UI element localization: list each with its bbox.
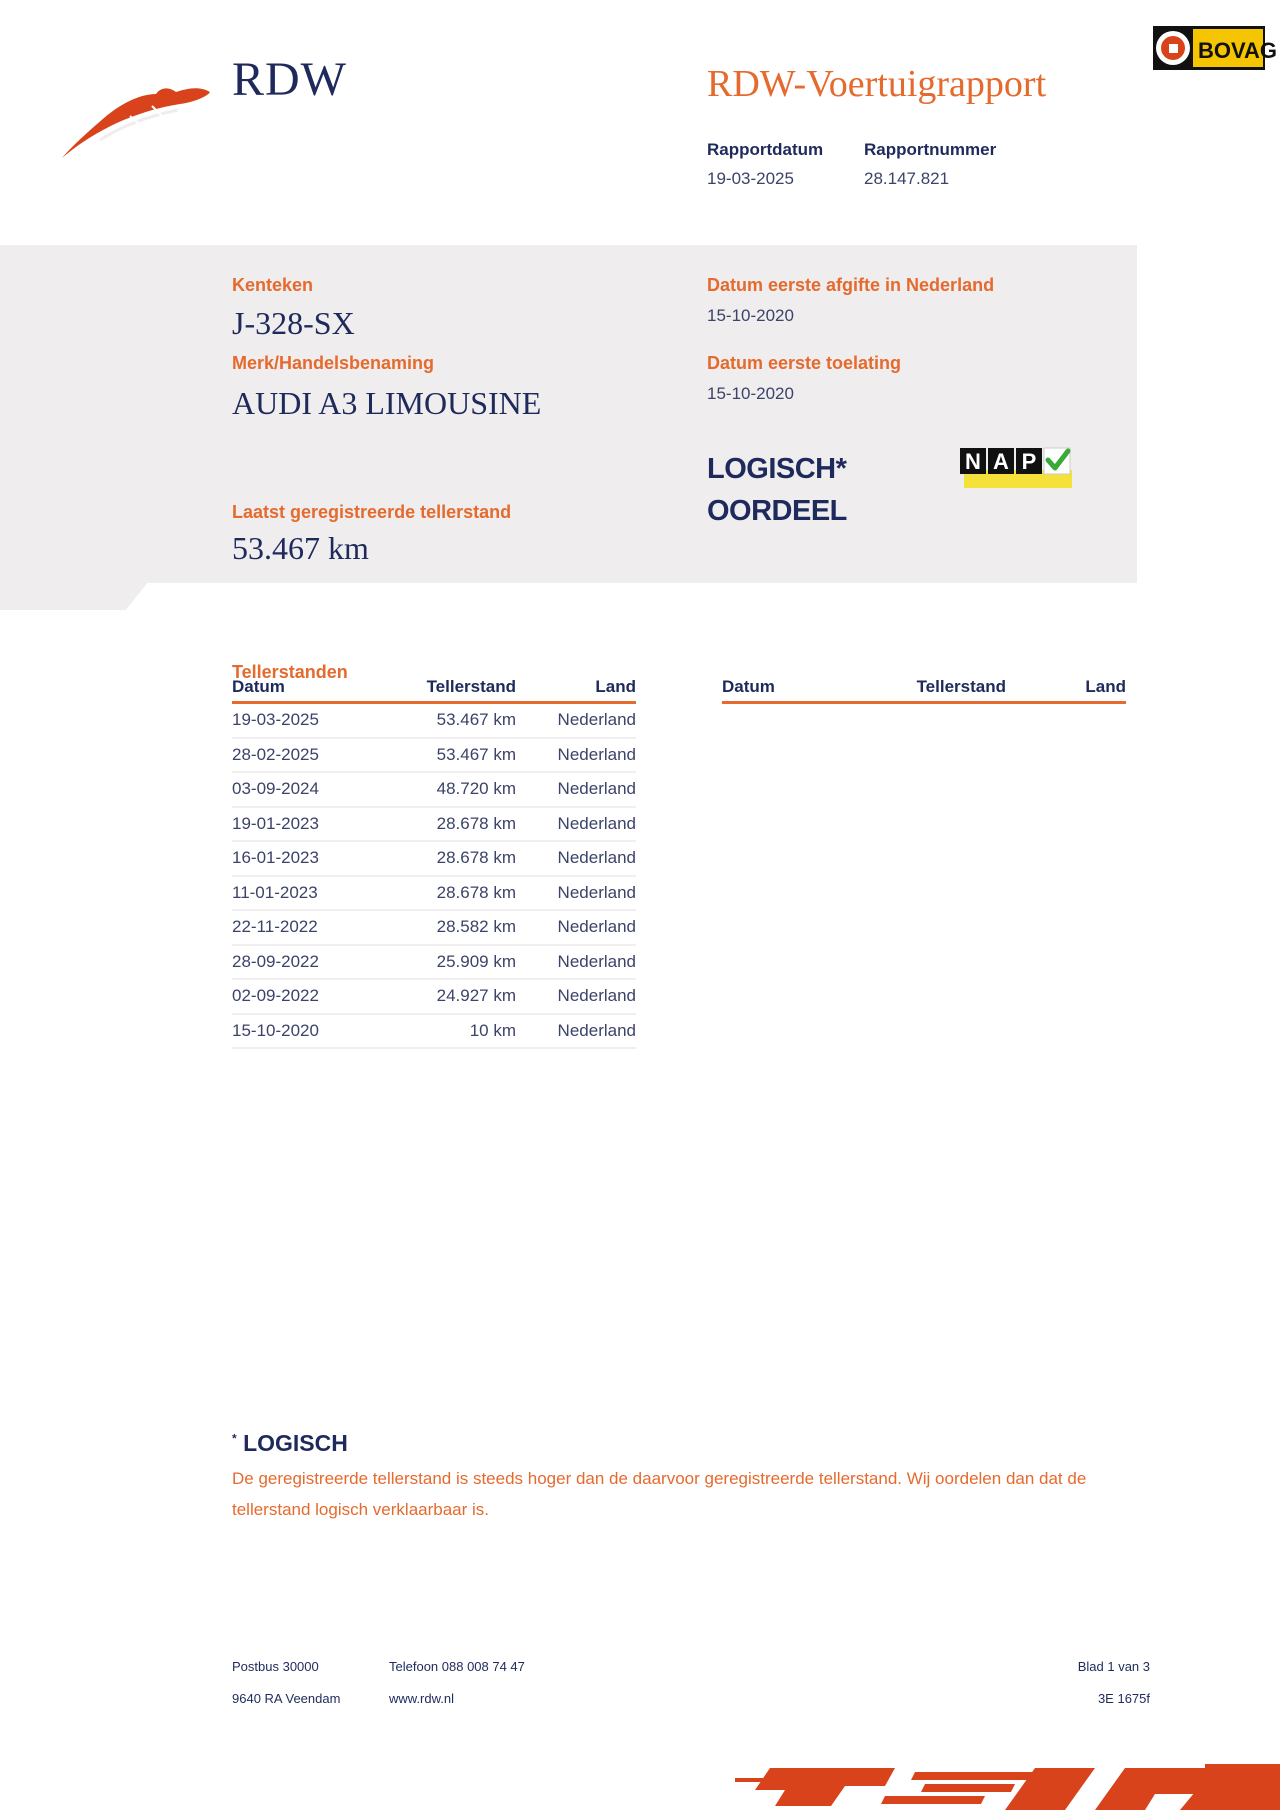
footer-po-box: Postbus 30000 <box>232 1659 319 1674</box>
cell-date: 16-01-2023 <box>232 848 319 868</box>
table-row <box>232 842 636 877</box>
cell-country: Nederland <box>557 917 636 937</box>
cell-country: Nederland <box>557 951 636 971</box>
cell-date: 19-01-2023 <box>232 813 319 833</box>
cell-country: Nederland <box>557 986 636 1006</box>
verdict-subtitle: OORDEEL <box>707 495 847 527</box>
table-row <box>232 808 636 843</box>
column-header-odometer: Tellerstand <box>916 677 1006 696</box>
cell-date: 15-10-2020 <box>232 1020 319 1040</box>
cell-date: 28-09-2022 <box>232 951 319 971</box>
table-row <box>232 980 636 1015</box>
cell-odometer: 48.720 km <box>436 779 516 799</box>
table-row <box>232 911 636 946</box>
report-date: 19-03-2025 <box>707 169 794 188</box>
table-row <box>232 946 636 981</box>
first-issue-nl-value: 15-10-2020 <box>707 306 794 325</box>
cell-date: 02-09-2022 <box>232 986 319 1006</box>
table-row <box>232 739 636 774</box>
nap-letter-a: A <box>993 449 1009 474</box>
odometer-table-body <box>232 704 636 1049</box>
verdict-title: LOGISCH* <box>707 453 847 485</box>
first-issue-nl-label: Datum eerste afgifte in Nederland <box>707 275 995 295</box>
make-value: AUDI A3 LIMOUSINE <box>232 385 542 421</box>
footer-postal-city: 9640 RA Veendam <box>232 1691 341 1706</box>
bovag-logo-icon <box>1153 26 1278 70</box>
column-header-date: Datum <box>722 677 775 696</box>
footer-phone: Telefoon 088 008 74 47 <box>389 1659 525 1674</box>
cell-odometer: 25.909 km <box>436 951 516 971</box>
bovag-logo-text: BOVAG <box>1198 38 1278 63</box>
cell-odometer: 10 km <box>469 1020 516 1040</box>
table-row <box>232 1015 636 1050</box>
table-row <box>232 877 636 912</box>
column-header-odometer: Tellerstand <box>426 677 516 696</box>
report-number: 28.147.821 <box>864 169 950 188</box>
report-number-label: Rapportnummer <box>864 140 997 159</box>
cell-date: 19-03-2025 <box>232 710 319 730</box>
cell-odometer: 28.582 km <box>436 917 516 937</box>
plate-value: J-328-SX <box>232 305 355 341</box>
vehicle-info-panel-tail <box>0 582 148 610</box>
make-label: Merk/Handelsbenaming <box>232 353 435 373</box>
cell-country: Nederland <box>557 779 636 799</box>
first-admission-value: 15-10-2020 <box>707 384 794 403</box>
cell-date: 28-02-2025 <box>232 744 319 764</box>
cell-country: Nederland <box>557 744 636 764</box>
brand-name: RDW <box>232 53 347 106</box>
odometer-table-header <box>232 674 636 704</box>
cell-odometer: 53.467 km <box>436 744 516 764</box>
odometer-table-header <box>722 674 1126 704</box>
cell-odometer: 53.467 km <box>436 710 516 730</box>
nap-letter-p: P <box>1021 449 1037 474</box>
column-header-date: Datum <box>232 677 285 696</box>
footnote-marker: * <box>232 1431 237 1446</box>
cell-odometer: 28.678 km <box>436 813 516 833</box>
cell-country: Nederland <box>557 1020 636 1040</box>
table-row <box>232 704 636 739</box>
footer-document-code: 3E 1675f <box>1097 1691 1150 1706</box>
footnote-title <box>232 1430 348 1457</box>
cell-country: Nederland <box>557 848 636 868</box>
nap-logo-icon <box>960 446 1074 490</box>
column-header-country: Land <box>1085 677 1126 696</box>
footnote-title-text: LOGISCH <box>243 1430 348 1456</box>
cell-country: Nederland <box>557 813 636 833</box>
plate-label: Kenteken <box>232 275 314 295</box>
nap-letter-n: N <box>965 449 981 474</box>
cell-country: Nederland <box>557 710 636 730</box>
cell-odometer: 24.927 km <box>436 986 516 1006</box>
cell-country: Nederland <box>557 882 636 902</box>
cell-date: 11-01-2023 <box>232 882 318 902</box>
odometer-table-left <box>232 674 636 1049</box>
cell-odometer: 28.678 km <box>436 848 516 868</box>
rdw-logo-icon <box>60 82 210 162</box>
cell-date: 03-09-2024 <box>232 779 319 799</box>
first-admission-label: Datum eerste toelating <box>707 353 902 373</box>
last-odometer-value: 53.467 km <box>232 530 369 566</box>
cell-odometer: 28.678 km <box>436 882 516 902</box>
last-odometer-label: Laatst geregistreerde tellerstand <box>232 502 512 522</box>
footnote-text: De geregistreerde tellerstand is steeds hoger dan de daarvoor geregistreerde tellerstand. Wij oordelen dan dat de tellerstand logisch verklaarbaar is. <box>232 1469 1087 1519</box>
column-header-country: Land <box>595 677 636 696</box>
table-row <box>232 773 636 808</box>
footer-page-number: Blad 1 van 3 <box>1077 1659 1150 1674</box>
footer-website-link[interactable]: www.rdw.nl <box>389 1691 455 1706</box>
document-title: RDW-Voertuigrapport <box>707 63 1047 105</box>
odometer-section-title: Tellerstanden <box>232 662 348 682</box>
cell-date: 22-11-2022 <box>232 917 318 937</box>
odometer-table-right <box>722 674 1126 704</box>
footer-decoration-stripes-icon <box>735 1760 1280 1810</box>
report-date-label: Rapportdatum <box>707 140 824 159</box>
